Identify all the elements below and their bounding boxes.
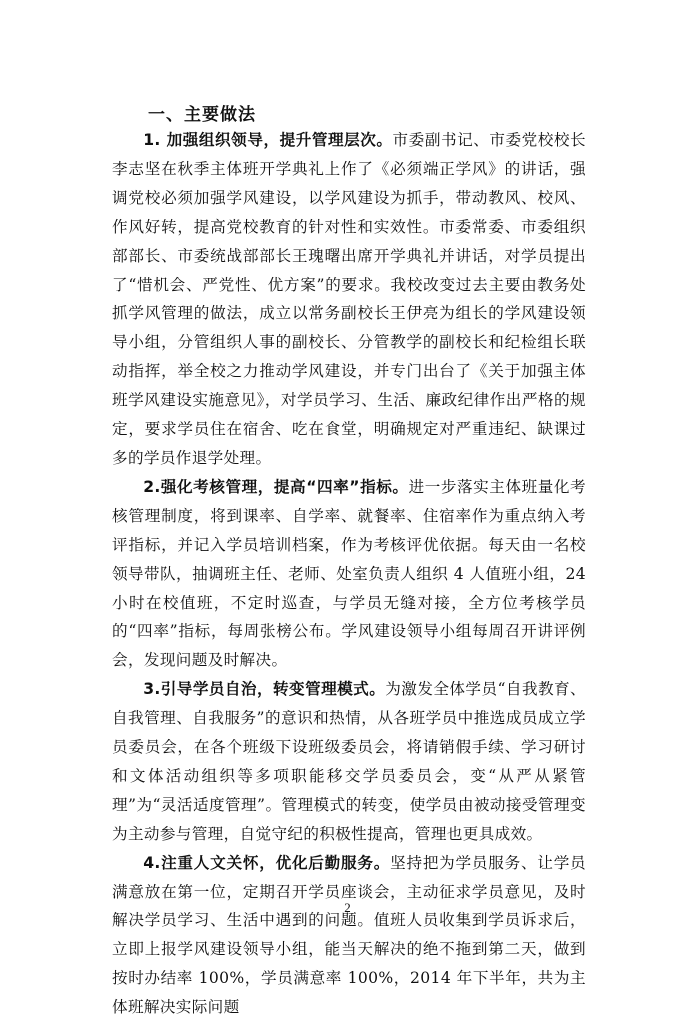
paragraph-1-text: 市委副书记、市委党校校长李志坚在秋季主体班开学典礼上作了《必须端正学风》的讲话，强调党校必须加强学风建设，以学风建设为抓手，带动教风、校风、作风好转，提高党校教育的针对性和实效性。市委常委、市委组织部部长、市委统战部部长王瑰曙出席开学典礼并讲话，对学员提出了“惜机会、严党性、优方案”的要求。我校改变过去主要由教务处抓学风管理的做法，成立以常务副校长王伊亮为组长的学风建设领导小组，分管组织人事的副校长、分管教学的副校长和纪检组长联动指挥，举全校之力推动学风建设，并专门出台了《关于加强主体班学风建设实施意见》，对学员学习、生活、廉政纪律作出严格的规定，要求学员住在宿舍、吃在食堂，明确规定对严重违纪、缺课过多的学员作退学处理。 [112, 131, 586, 467]
paragraph-4-text: 坚持把为学员服务、让学员满意放在第一位，定期召开学员座谈会，主动征求学员意见，及时解决学员学习、生活中遇到的问题。值班人员收集到学员诉求后，立即上报学风建设领导小组，能当天解决的绝不拖到第二天，做到按时办结率 100%，学员满意率 100%，2014 年下半年，共为主体班解决实际问题 [112, 853, 587, 1017]
paragraph-1 [112, 126, 586, 473]
page-number: 2 [344, 900, 351, 915]
paragraph-3-title: 3.引导学员自治，转变管理模式。 [143, 680, 386, 699]
paragraph-1-title: 1. 加强组织领导，提升管理层次。 [143, 131, 393, 149]
paragraph-3 [112, 675, 586, 848]
paragraph-2 [112, 473, 586, 675]
document-body [112, 126, 586, 1022]
paragraph-2-text: 进一步落实主体班量化考核管理制度，将到课率、自学率、就餐率、住宿率作为重点纳入考评指标，并记入学员培训档案，作为考核评优依据。每天由一名校领导带队，抽调班主任、老师、处室负责人组织 4 人值班小组，24 小时在校值班，不定时巡查，与学员无缝对接，全方位考核学员的“四率”指标，每周张榜公布。学风建设领导小组每周召开讲评例会，发现问题及时解决。 [112, 477, 586, 670]
paragraph-4 [112, 849, 586, 1022]
section-heading: 一、主要做法 [148, 105, 256, 125]
paragraph-4-title: 4.注重人文关怀，优化后勤服务。 [143, 853, 391, 872]
paragraph-3-text: 为激发全体学员“自我教育、自我管理、自我服务”的意识和热情，从各班学员中推选成员成立学员委员会，在各个班级下设班级委员会，将请销假手续、学习研讨和文体活动组织等多项职能移交学员委员会，变“从严从紧管理”为“灵活适度管理”。管理模式的转变，使学员由被动接受管理变为主动参与管理，自觉守纪的积极性提高，管理也更具成效。 [112, 680, 586, 843]
paragraph-2-title: 2.强化考核管理，提高“四率”指标。 [143, 477, 409, 496]
